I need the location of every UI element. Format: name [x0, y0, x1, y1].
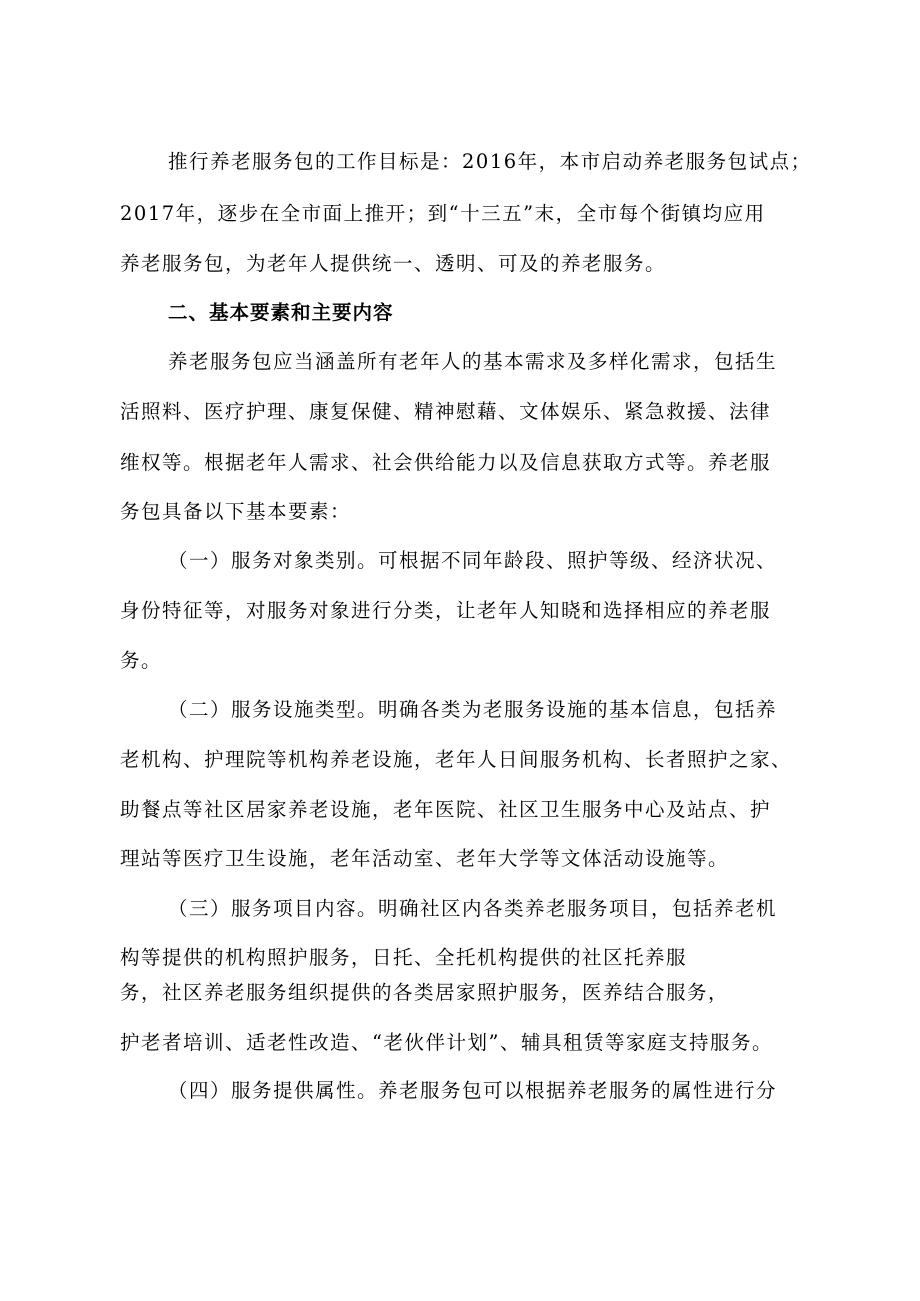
item-3-line-2: 构等提供的机构照护服务，日托、全托机构提供的社区托养服 [120, 946, 688, 969]
paragraph-2-line-2: 活照料、医疗护理、康复保健、精神慰藉、文体娱乐、紧急救援、法律 [120, 400, 772, 423]
item-1-line-1: （一）服务对象类别。可根据不同年龄段、照护等级、经济状况、 [168, 549, 778, 572]
item-1-line-2: 身份特征等，对服务对象进行分类，让老年人知晓和选择相应的养老服 [120, 599, 772, 622]
item-3-line-3: 务，社区养老服务组织提供的各类居家照护服务，医养结合服务， [120, 981, 730, 1004]
item-4-line-1: （四）服务提供属性。养老服务包可以根据养老服务的属性进行分 [168, 1079, 778, 1102]
paragraph-2-line-1: 养老服务包应当涵盖所有老年人的基本需求及多样化需求，包括生 [168, 350, 778, 373]
section-heading: 二、基本要素和主要内容 [168, 301, 394, 324]
paragraph-2-line-3: 维权等。根据老年人需求、社会供给能力以及信息获取方式等。养老服 [120, 451, 772, 474]
item-2-line-4: 理站等医疗卫生设施，老年活动室、老年大学等文体活动设施等。 [120, 847, 730, 870]
item-2-line-1: （二）服务设施类型。明确各类为老服务设施的基本信息，包括养 [168, 698, 778, 721]
paragraph-1-line-1: 推行养老服务包的工作目标是：2016年，本市启动养老服务包试点； [168, 150, 812, 173]
item-3-line-1: （三）服务项目内容。明确社区内各类养老服务项目，包括养老机 [168, 897, 778, 920]
item-2-line-3: 助餐点等社区居家养老设施，老年医院、社区卫生服务中心及站点、护 [120, 798, 772, 821]
paragraph-1-line-3: 养老服务包，为老年人提供统一、透明、可及的养老服务。 [120, 252, 667, 275]
paragraph-1-line-2: 2017年，逐步在全市面上推开；到“十三五”末，全市每个街镇均应用 [120, 202, 766, 225]
item-2-line-2: 老机构、护理院等机构养老设施，老年人日间服务机构、长者照护之家、 [120, 748, 793, 771]
item-3-line-4: 护老者培训、适老性改造、“老伙伴计划”、辅具租赁等家庭支持服务。 [120, 1031, 773, 1054]
paragraph-2-line-4: 务包具备以下基本要素： [120, 500, 352, 523]
item-1-line-3: 务。 [120, 649, 163, 672]
